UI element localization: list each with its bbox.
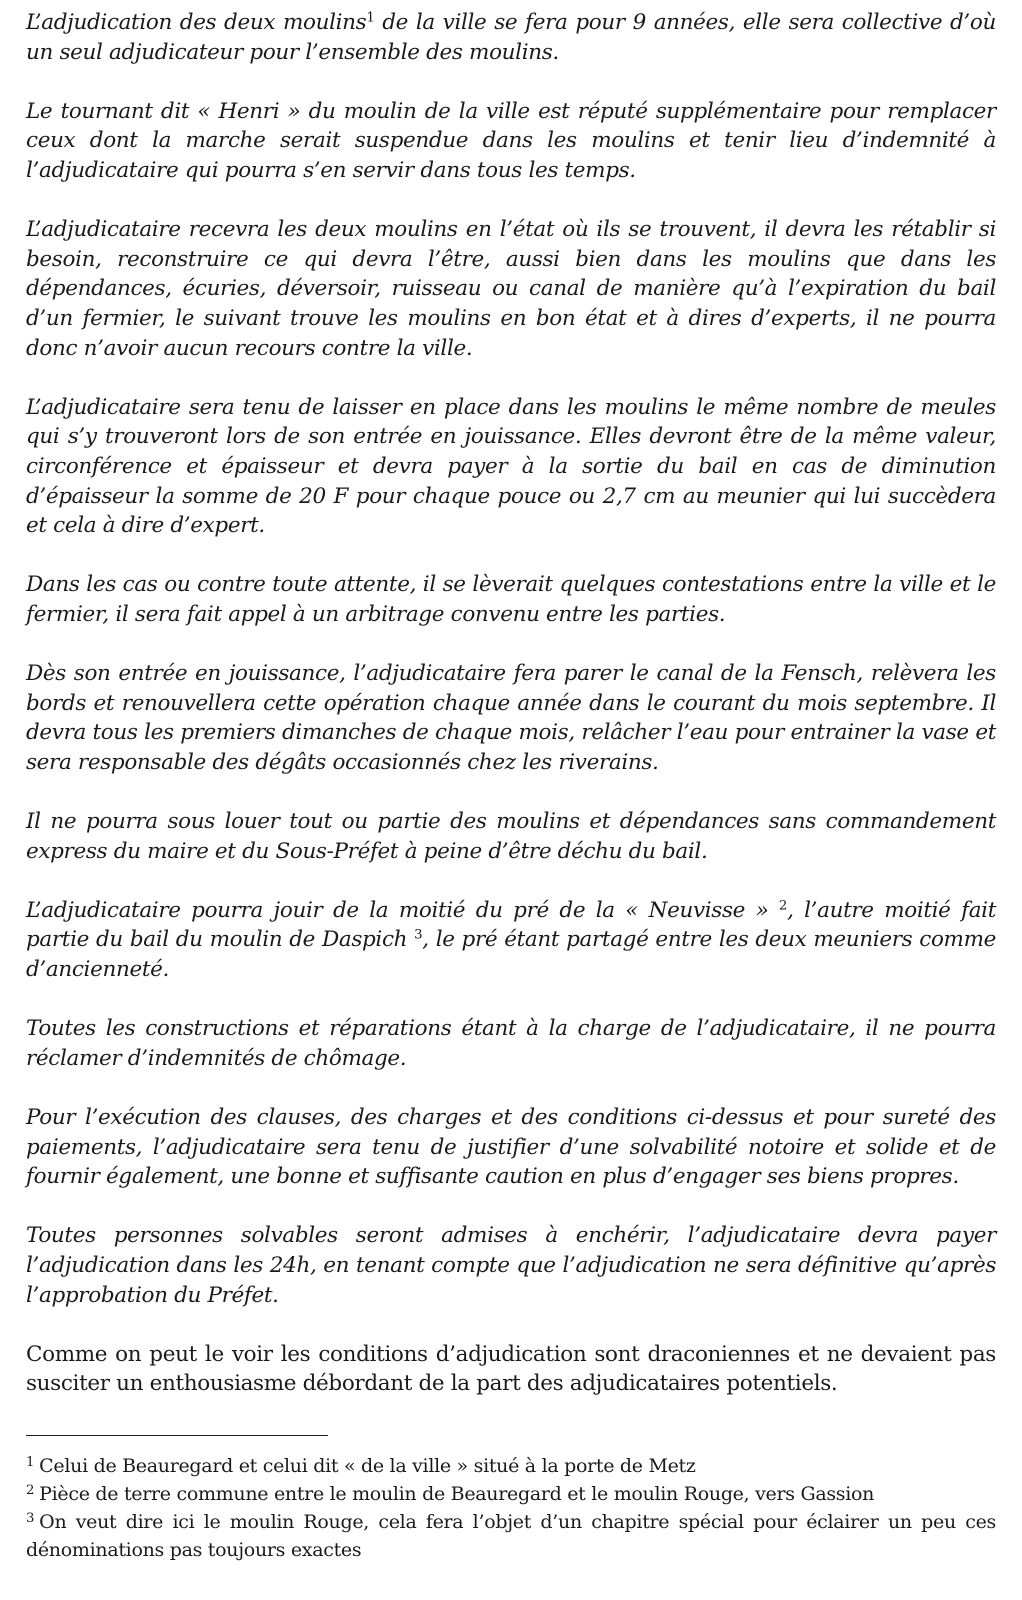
- footnote-1: [26, 1452, 996, 1480]
- paragraph-pre-neuvisse: [26, 896, 996, 985]
- footnote-number: 1: [26, 1454, 35, 1470]
- footnote-text: Pièce de terre commune entre le moulin de Beauregard et le moulin Rouge, vers Gassion: [39, 1482, 875, 1505]
- paragraph-etat-moulins: L’adjudicataire recevra les deux moulins en l’état où ils se trouvent, il devra les rétablir si besoin, reconstruire ce qui devra l’être, aussi bien dans les moulins que dans les dépendances, écuries, déversoir, ruisseau ou canal de manière qu’à l’expiration du bail d’un fermier, le suivant trouve les moulins en bon état et à dires d’experts, il ne pourra donc n’avoir aucun recours contre la ville.: [26, 217, 996, 361]
- paragraph-text: L’adjudicataire pourra jouir de la moitié du pré de la « Neuvisse »: [26, 897, 779, 923]
- paragraph-contestations: Dans les cas ou contre toute attente, il se lèverait quelques contestations entre la ville et le fermier, il sera fait appel à un arbitrage convenu entre les parties.: [26, 572, 996, 627]
- footnote-text: On veut dire ici le moulin Rouge, cela fera l’objet d’un chapitre spécial pour éclairer un peu ces dénominations pas toujours exactes: [26, 1510, 996, 1561]
- footnote-number: 3: [26, 1510, 35, 1526]
- footnote-ref-3[interactable]: 3: [414, 928, 423, 944]
- footnote-text: Celui de Beauregard et celui dit « de la ville » situé à la porte de Metz: [39, 1454, 696, 1477]
- footnote-number: 2: [26, 1482, 35, 1498]
- footnote-ref-2[interactable]: 2: [778, 898, 788, 914]
- paragraph-encheres: Toutes personnes solvables seront admises à enchérir, l’adjudicataire devra payer l’adjudication dans les 24h, en tenant compte que l’adjudication ne sera définitive qu’après l’approbation du Préfet.: [26, 1223, 996, 1308]
- paragraph-meules: L’adjudicataire sera tenu de laisser en place dans les moulins le même nombre de meules qui s’y trouveront lors de son entrée en jouissance. Elles devront être de la même valeur, circonférence et épaisseur et devra payer à la sortie du bail en cas de diminution d’épaisseur la somme de 20 F pour chaque pouce ou 2,7 cm au meunier qui lui succèdera et cela à dire d’expert.: [26, 394, 996, 539]
- paragraph-execution-clauses: Pour l’exécution des clauses, des charges et des conditions ci-dessus et pour sureté des paiements, l’adjudicataire sera tenu de justifier d’une solvabilité notoire et solide et de fournir également, une bonne et suffisante caution en plus d’engager ses biens propres.: [26, 1104, 996, 1190]
- paragraph-canal: Dès son entrée en jouissance, l’adjudicataire fera parer le canal de la Fensch, relèvera les bords et renouvellera cette opération chaque année dans le courant du mois septembre. Il devra tous les premiers dimanches de chaque mois, relâcher l’eau pour entrainer la vase et sera responsable des dégâts occasionnés chez les riverains.: [26, 661, 996, 775]
- paragraph-adjudication: [26, 8, 996, 67]
- paragraph-text: de la ville se fera pour 9 années, elle sera collective d’où un seul adjudicateur pour l’ensemble des moulins.: [26, 10, 996, 65]
- footnote-3: [26, 1508, 996, 1564]
- paragraph-constructions: Toutes les constructions et réparations étant à la charge de l’adjudicataire, il ne pourra réclamer d’indemnités de chômage.: [26, 1016, 996, 1071]
- footnote-2: [26, 1480, 996, 1508]
- paragraph-text: , le pré étant partagé entre les deux meuniers comme d’ancienneté.: [26, 927, 997, 982]
- paragraph-sous-location: Il ne pourra sous louer tout ou partie des moulins et dépendances sans commandement express du maire et du Sous-Préfet à peine d’être déchu du bail.: [26, 809, 996, 864]
- footnote-separator: [26, 1435, 328, 1436]
- footnote-ref-1[interactable]: 1: [366, 10, 375, 26]
- paragraph-conclusion: Comme on peut le voir les conditions d’adjudication sont draconiennes et ne devaient pas susciter un enthousiasme débordant de la part des adjudicataires potentiels.: [26, 1341, 996, 1397]
- paragraph-text: L’adjudication des deux moulins: [26, 10, 367, 35]
- paragraph-tournant: Le tournant dit « Henri » du moulin de la ville est réputé supplémentaire pour remplacer ceux dont la marche serait suspendue dans les moulins et tenir lieu d’indemnité à l’adjudicataire qui pourra s’en servir dans tous les temps.: [26, 98, 996, 183]
- paragraph-text: , l’autre moitié fait partie du bail du moulin de Daspich: [26, 897, 996, 953]
